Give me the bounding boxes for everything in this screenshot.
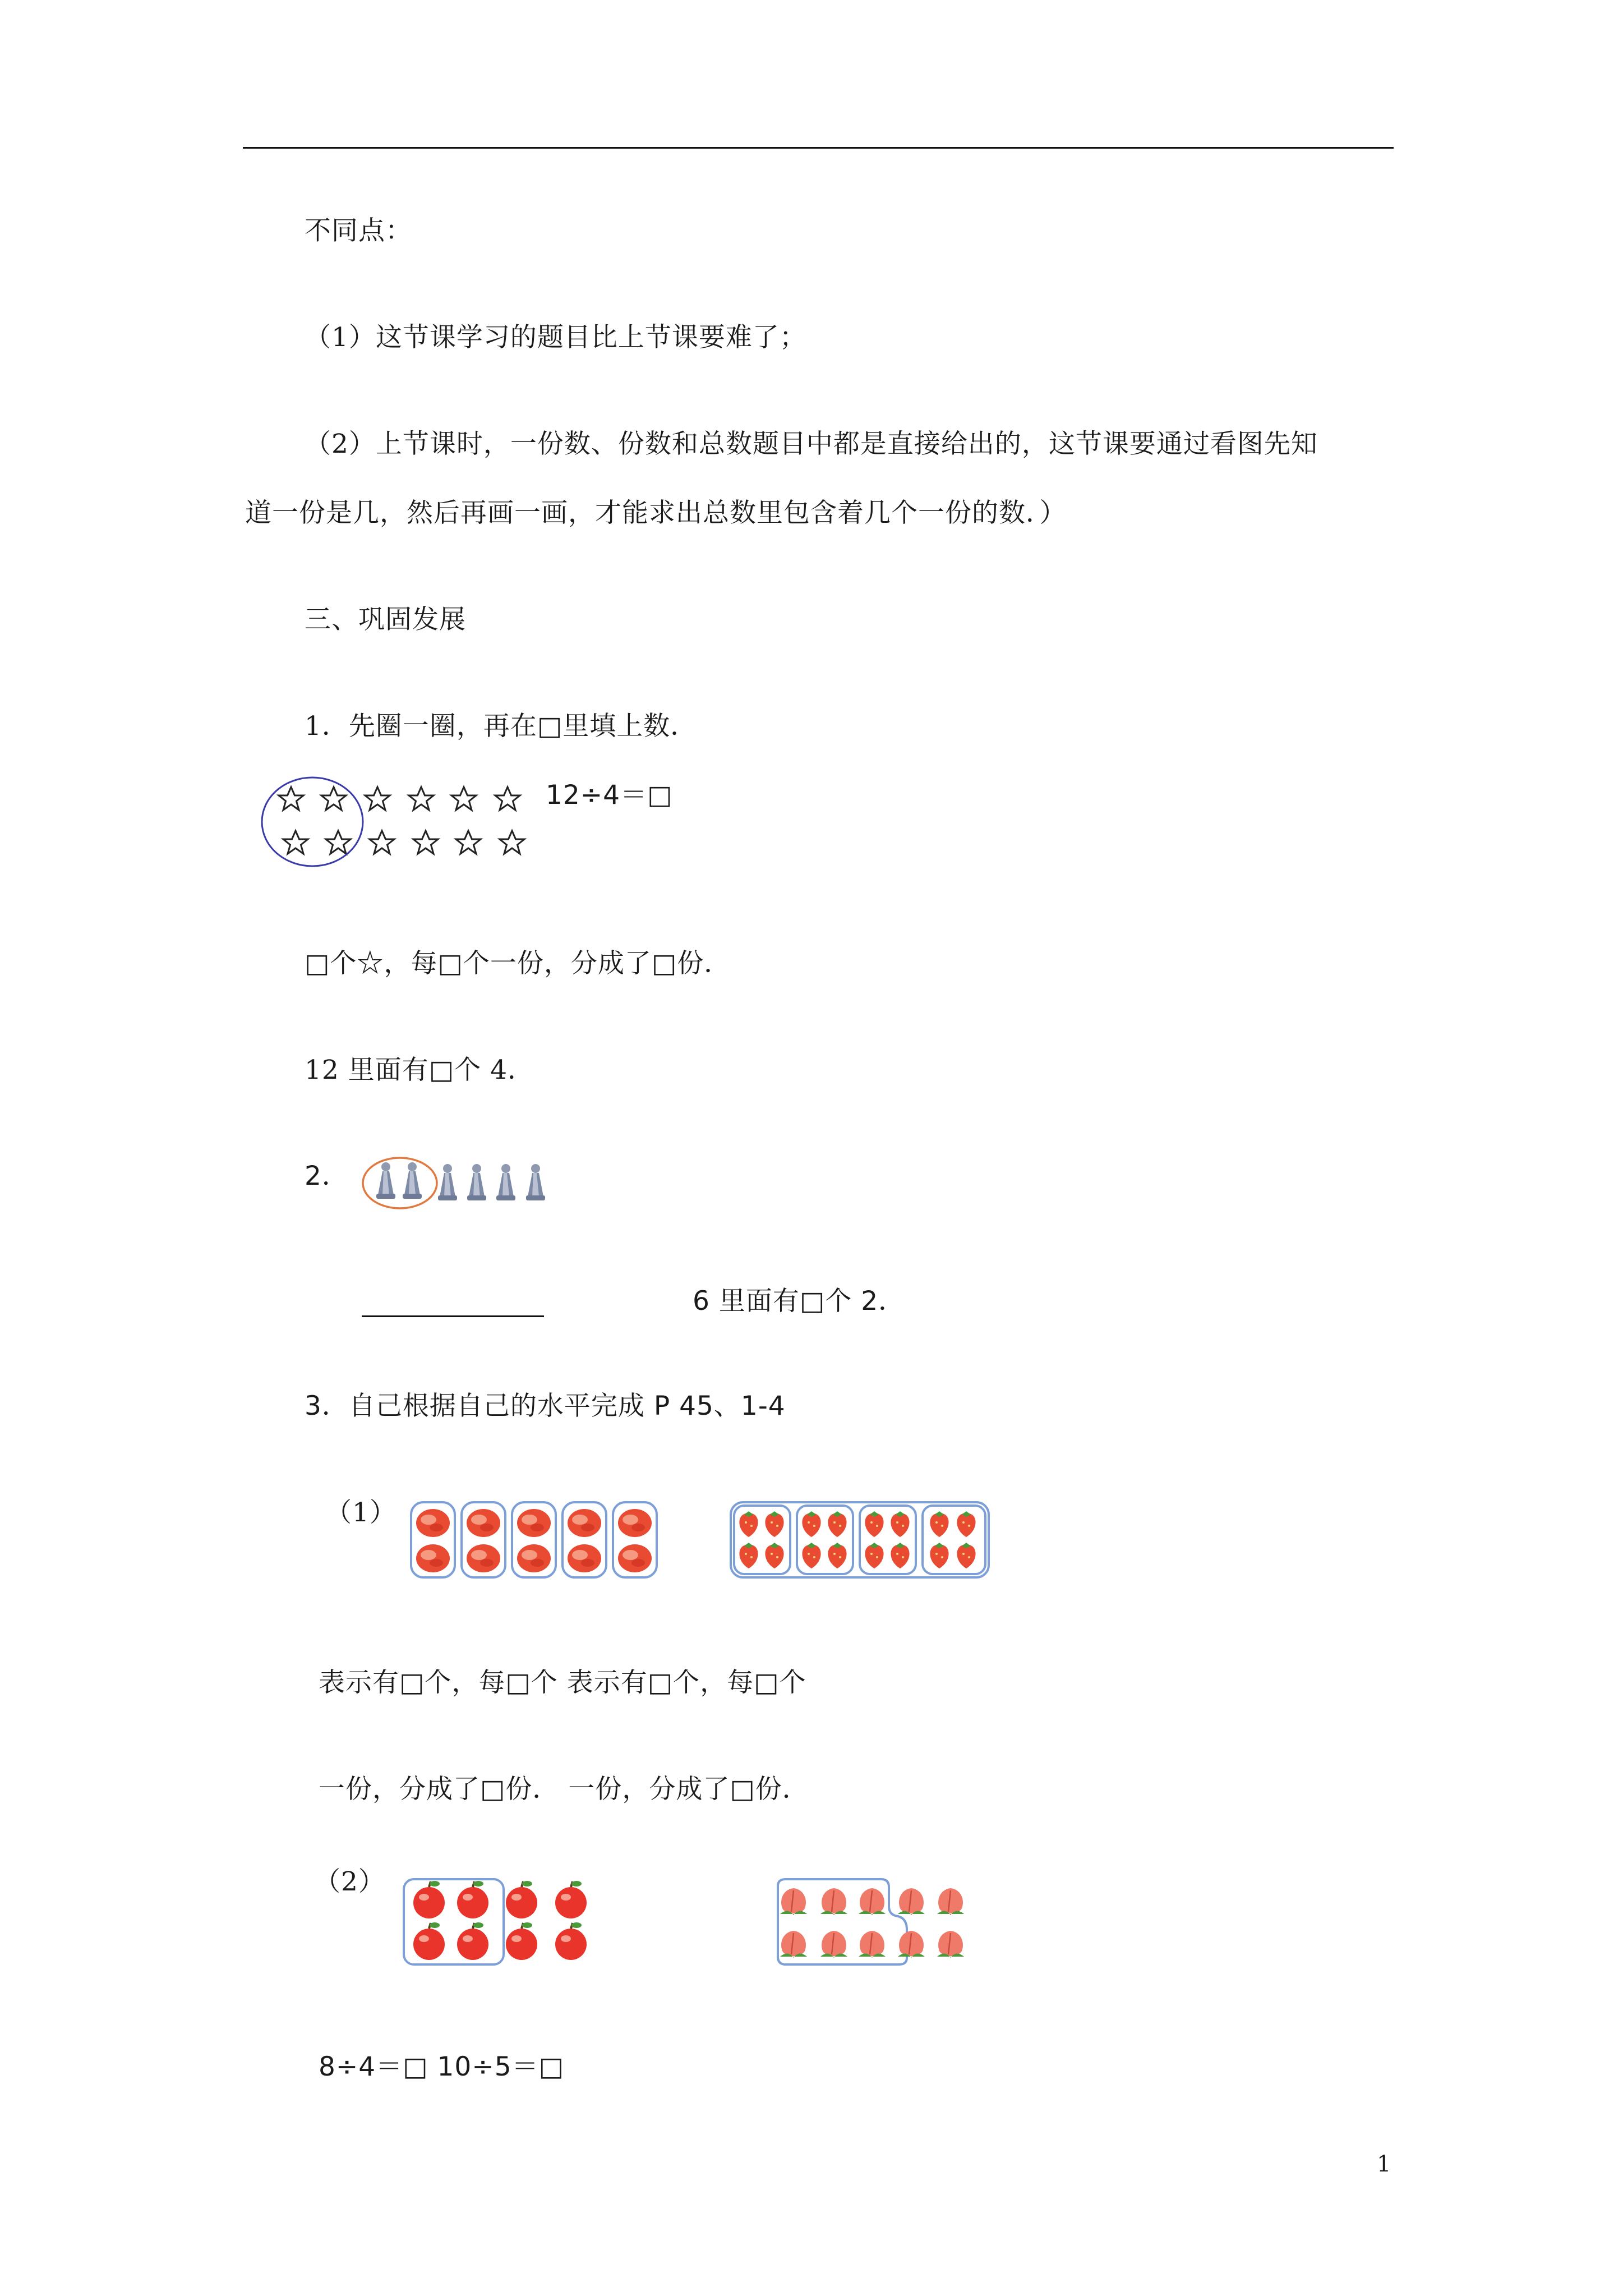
strawberry-group: [860, 1506, 916, 1574]
apple-icon: [457, 1881, 488, 1918]
peach-icon: [898, 1931, 925, 1958]
page-number: 1: [1377, 2151, 1391, 2177]
stars-figure: [255, 774, 547, 875]
fill-in-sub-1-line-1: 表示有□个，每□个 表示有□个，每□个: [319, 1667, 806, 1698]
equations-sub-2: 8÷4＝□ 10÷5＝□: [319, 2051, 565, 2082]
text-point-1: （1）这节课学习的题目比上节课要难了；: [305, 322, 806, 353]
pawn-icon: [403, 1162, 422, 1199]
equation-12-div-4: 12÷4＝□: [546, 780, 673, 811]
exercise-3-prompt: 3．自己根据自己的水平完成 P 45、1-4: [305, 1391, 786, 1421]
pawn-icon: [467, 1164, 486, 1200]
text-different-points: 不同点：: [305, 215, 412, 246]
tomato-group: [613, 1502, 657, 1577]
tomatoes-figure: [407, 1498, 676, 1582]
star-icon-row-1: [279, 787, 520, 810]
fill-in-sub-1-line-2: 一份，分成了□份． 一份，分成了□份．: [319, 1774, 809, 1805]
apple-icon: [555, 1881, 587, 1918]
pawns-figure: [359, 1153, 561, 1217]
strawberry-group: [734, 1506, 790, 1574]
strawberry-group: [923, 1506, 985, 1574]
apples-figure: [398, 1874, 600, 1969]
pawn-icon: [526, 1164, 545, 1200]
peach-icon: [937, 1931, 964, 1958]
peach-icon: [780, 1888, 807, 1915]
peach-icon: [859, 1931, 886, 1958]
sub-question-1-label: （1）: [325, 1497, 396, 1528]
peach-icon: [820, 1888, 847, 1915]
pawn-icon: [438, 1164, 457, 1200]
pawn-icon: [376, 1162, 395, 1199]
strawberries-figure: [726, 1498, 995, 1582]
exercise-1-prompt: 1．先圈一圈，再在□里填上数．: [305, 711, 698, 742]
tomato-group: [411, 1502, 455, 1577]
tomato-group: [462, 1502, 505, 1577]
peaches-figure: [771, 1874, 973, 1969]
fill-in-stars: □个☆，每□个一份，分成了□份．: [305, 948, 731, 979]
fill-in-12-contains-4: 12 里面有□个 4．: [305, 1055, 534, 1085]
strawberry-group: [797, 1506, 853, 1574]
peach-icon: [859, 1888, 886, 1915]
pawn-group-circle: [363, 1158, 437, 1208]
apple-icon: [555, 1922, 587, 1960]
peach-icon: [820, 1931, 847, 1958]
apple-icon: [413, 1922, 445, 1960]
text-point-2: （2）上节课时，一份数、份数和总数题目中都是直接给出的，这节课要通过看图先知: [305, 429, 1318, 459]
section-heading: 三、巩固发展: [305, 604, 466, 635]
tomato-group: [562, 1502, 606, 1577]
peach-icon: [780, 1931, 807, 1958]
text-point-2-cont: 道一份是几，然后再画一画，才能求出总数里包含着几个一份的数．）: [245, 498, 1067, 528]
header-rule: [243, 147, 1394, 149]
tomato-group: [512, 1502, 556, 1577]
star-group-circle: [262, 777, 363, 866]
pawn-icon: [496, 1164, 515, 1200]
peach-icon: [898, 1888, 925, 1915]
answer-blank-line[interactable]: [362, 1315, 544, 1317]
fill-in-6-contains-2: 6 里面有□个 2．: [693, 1286, 906, 1317]
apple-icon: [413, 1881, 445, 1918]
apple-icon: [506, 1881, 537, 1918]
sub-question-2-label: （2）: [314, 1866, 385, 1897]
apple-icon: [457, 1922, 488, 1960]
peach-icon: [937, 1888, 964, 1915]
exercise-2-label: 2．: [305, 1161, 349, 1191]
apple-icon: [506, 1922, 537, 1960]
star-icon-row-2: [283, 831, 524, 854]
